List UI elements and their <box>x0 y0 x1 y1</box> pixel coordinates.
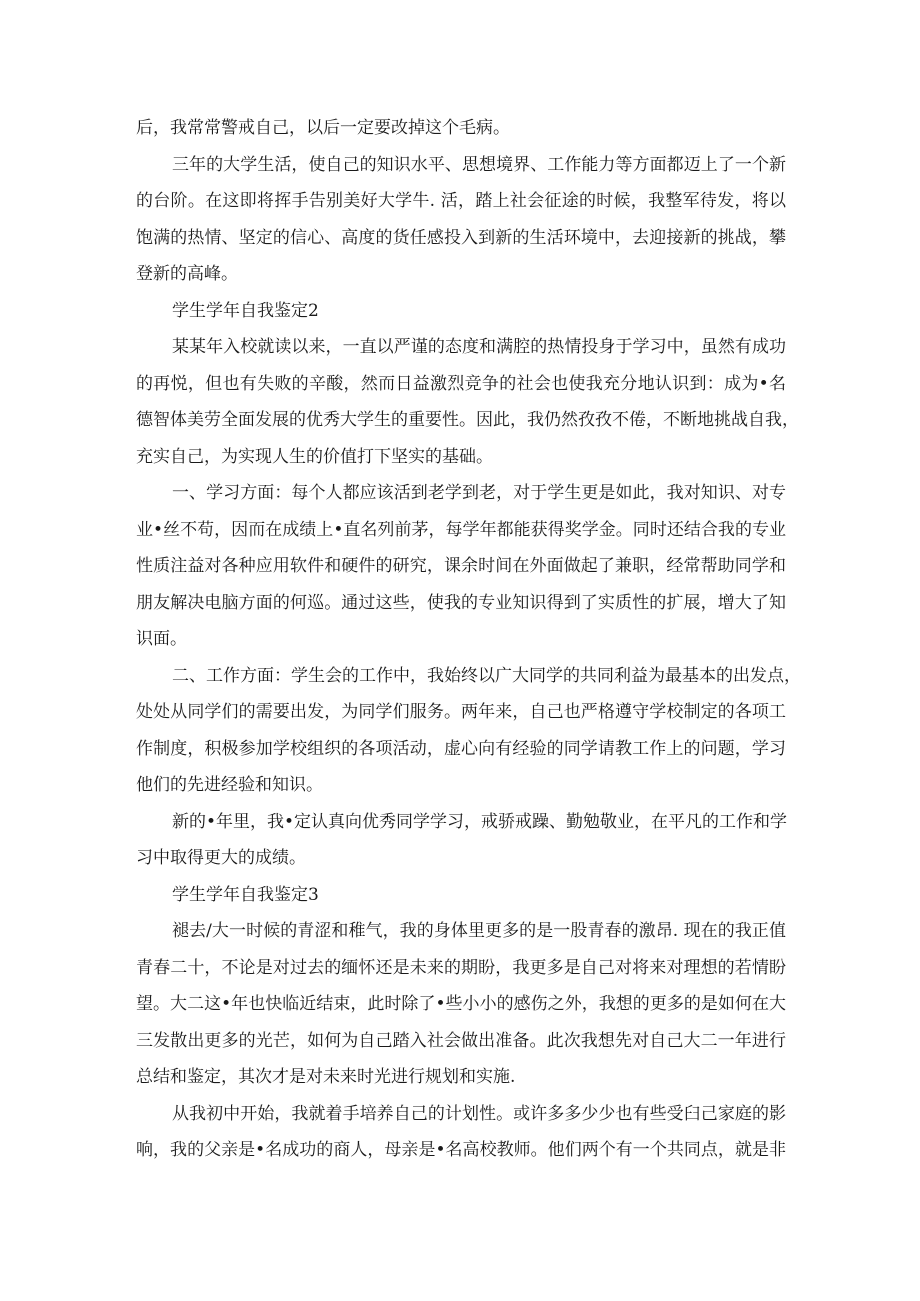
text-line: 登新的高峰。 <box>136 264 238 284</box>
text-line: 性质注益对各种应用软件和硬件的研究，课余时间在外面做起了兼职，经常帮助同学和 <box>136 556 786 576</box>
text-line: 总结和鉴定，其次才是对未来时光进行规划和实施. <box>136 1067 516 1087</box>
text-line: 三发散出更多的光芒，如何为自己踏入社会做出准备。此次我想先对自己大二一年进行 <box>136 1030 786 1051</box>
text-line: 褪去/大一时候的青涩和稚气，我的身体里更多的是一股青春的激昂. 现在的我正值 <box>172 921 786 941</box>
text-line: 青春二十，不论是对过去的缅怀还是未来的期盼，我更多是自己对将来对理想的若情盼 <box>136 957 786 978</box>
text-line: 望。大二这•年也快临近结束，此时除了•些小小的感伤之外，我想的更多的是如何在大 <box>136 994 786 1014</box>
text-line: 从我初中开始，我就着手培养自己的计划性。或许多多少少也有些受臼己家庭的影 <box>172 1103 786 1124</box>
text-line: 新的•年里，我•定认真向优秀同学学习，戒骄戒躁、勤勉敬业，在平凡的工作和学 <box>172 811 788 832</box>
text-line: 某某年入校就读以来，一直以严谨的态度和满腔的热情投身于学习中，虽然有成功 <box>172 337 786 357</box>
text-line: 的台阶。在这即将挥手告别美好大学牛. 活，踏上社会征途的时候，我整军待发，将以 <box>136 191 786 211</box>
section-heading: 学生学年自我鉴定3 <box>172 884 319 905</box>
text-line: 充实自己，为实现人生的价值打下坚实的基础。 <box>136 446 493 467</box>
text-line: 的再悦，但也有失败的辛酸，然而日益激烈竞争的社会也使我充分地认识到：成为•名 <box>136 373 786 394</box>
text-line: 朋友解决电脑方面的何巡。通过这些，使我的专业知识得到了实质性的扩展，增大了知 <box>136 592 786 613</box>
text-line: 一、学习方面：每个人都应该活到老学到老，对于学生更是如此，我对知识、对专 <box>172 483 786 503</box>
text-line: 作制度，积极参加学校组织的各项活动，虚心向有经验的同学请教工作上的问题，学习 <box>136 738 786 759</box>
text-line: 饱满的热情、坚定的信心、高度的货任感投入到新的生活环境中，去迎接新的挑战，攀 <box>136 227 786 248</box>
text-line: 他们的先进经验和知识。 <box>136 775 323 795</box>
document-body <box>136 110 801 1169</box>
text-line: 响，我的父亲是•名成功的商人，母亲是•名高校教师。他们两个有一个共同点，就是非 <box>136 1140 786 1160</box>
text-line: 德智体美劳全面发展的优秀大学生的重要性。因此，我仍然孜孜不倦，不断地挑战自我， <box>136 410 799 430</box>
text-line: 三年的大学生活，使自己的知识水平、思想境界、工作能力等方面都迈上了一个新 <box>172 154 786 175</box>
text-line: 习中取得更大的成绩。 <box>136 848 306 868</box>
text-line: 后，我常常警戒自己，以后一定要改掉这个毛病。 <box>136 118 510 138</box>
section-heading: 学生学年自我鉴定2 <box>172 300 319 321</box>
text-line: 处处从同学们的需要出发，为同学们服务。两年来，自己也严格遵守学校制定的各项工 <box>136 702 786 722</box>
text-line: 识面。 <box>136 629 187 649</box>
text-line: 业•丝不苟，因而在成绩上•直名列前茅，每学年都能获得奖学金。同时还结合我的专业 <box>136 519 786 540</box>
text-line: 二、工作方面：学生会的工作中，我始终以广大同学的共同利益为最基本的出发点， <box>172 665 801 686</box>
